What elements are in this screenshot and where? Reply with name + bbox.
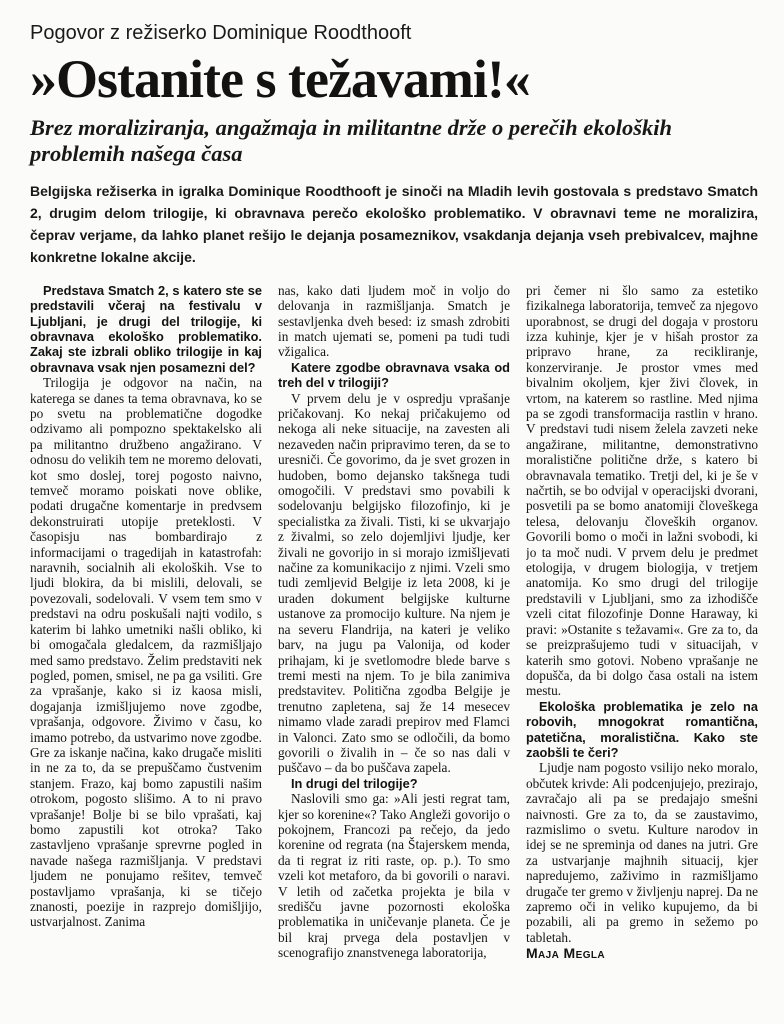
author-byline: Maja Megla — [526, 945, 605, 962]
article-paragraph: Trilogija je odgovor na način, na katerega se danes ta tema obravnava, ko se po svetu na problematične dogodke odzivamo ali pompozno spektakelsko ali pa militantno družbeno angažirano. V odnosu do velikih tem ne moremo delovati, kot smo doslej, torej pogosto naivno, temveč moramo poiskati nove oblike, podati drugačne komentarje in predvsem dekonstruirati utopije preteklosti. V časopisju nas bombardirajo z informacijami o tragedijah in katastrofah: naravnih, socialnih ali ekoloških. Vse to ljudi blokira, da bi mislili, delovali, se povezovali, sodelovali. V vsem tem smo v predstavi na odru poskušali najti vodilo, s katerim bi lahko umetniki našli obliko, ki bi omogačala gledalcem, da razmišljajo med samo predstavo. Želim predstaviti nek pogled, pomen, smisel, ne pa ga vsiliti. Gre za vprašanje, kako si iz kaosa misli, dogajanja izmišljujemo nove zgodbe, vprašanja, odgovore. Živimo v času, ko imamo potrebo, da ustvarimo nove zgodbe. Gre za iskanje načina, kako drugače misliti in ne za to, da se prepuščamo čustvenim stanjem. Frazo, kaj bomo zapustili našim otrokom, pogosto slišimo. A to ni pravo vprašanje! Bolje bi se bilo vprašati, kaj bomo zapustili kot otroka? Tako zastavljeno vprašanje sprevrne pogled in navade našega razmišljanja. V predstavi ljudem ne ponujamo rešitev, temveč postavljamo vprašanja, ki se tičejo znanosti, poezije in razprejo domišljijo, ustvarjalnost. Zanima — [30, 375, 262, 930]
article-kicker: Pogovor z režiserko Dominique Roodthooft — [30, 22, 412, 44]
article-paragraph: nas, kako dati ljudem moč in voljo do delovanja in razmišljanja. Smatch je sestavljenka dveh besed: iz smash zdrobiti in match ujemati se, pomeni pa tudi tudi vžigalica. — [278, 282, 510, 360]
article-column-1 — [30, 283, 262, 1024]
interview-question: Predstava Smatch 2, s katero ste se predstavili včeraj na festivalu v Ljubljani, je drugi del trilogije, ki obravnava ekološko problematiko. Zakaj ste izbrali obliko trilogije in kaj obravnava vsak njen posamezni del? — [30, 282, 262, 375]
article-paragraph: pri čemer ni šlo samo za estetiko fizikalnega laboratorija, temveč za njegovo uporabnost, se drugi del dogaja v prostoru izza kuhinje, kjer je v hišah prostor za pripravo hrane, za recikliranje, konzerviranje. Je prostor vmes med bivalnim okoljem, kjer živi človek, in vrtom, na katerem so rastline. Med njima pa se zgodi transformacija rastlin v hrano. V predstavi tudi nisem želela zavzeti neke angažirane, militantne, demonstrativno moralistične politične drže, s katero bi obravnavala tematiko. Tretji del, ki je še v načrtih, se bo odvijal v operacijski dvorani, posvetili pa se bomo anatomiji človeškega telesa, delovanju človeških organov. Govorili bomo o moči in lažni svobodi, ki jo ta moč nudi. V prvem delu je predmet etologija, v drugem biologija, v tretjem anatomija. Ko smo drugi del trilogije predstavili v Ljubljani, smo za izhodišče vzeli citat filozofinje Donne Haraway, ki pravi: »Ostanite s težavami«. Gre za to, da se preizprašujemo tudi v situacijah, v katerih smo gotovi. Nobeno vprašanje ne dopušča, da bi dolgo časa ostali na istem mestu. — [526, 282, 758, 699]
article-column-3 — [526, 283, 758, 1024]
article-paragraph: V prvem delu je v ospredju vprašanje pričakovanj. Ko nekaj pričakujemo od nekoga ali neke situacije, na zavesten ali nezaveden način pripravimo teren, da se to uresniči. Če govorimo, da je svet grozen in hudoben, bomo dejansko takšnega tudi omogočili. V predstavi smo povabili k sodelovanju belgijsko filozofinjo, ki je specialistka za živali. Tisti, ki se ukvarjajo z živalmi, so zelo dojemljivi ljudje, ker živali ne govorijo in si morajo izmišljevati načine za komunikacijo z njimi. Vzeli smo tudi zemljevid Belgije iz leta 2008, ki je uraden dokument belgijske kulturne ustanove za promocijo kulture. Na njem je na severu Flandrija, na kateri je veliko barv, na jugu pa Valonija, od koder prihajam, ki je svetlomodre blede barve s tremi mesti na njem. To je bila zanimiva predstavitev. Politična zgodba Belgije je trenutno zapletena, saj že 14 mesecev nimamo vlade zaradi prepirov med Flamci in Valonci. Zato smo se odločili, da bomo govorili o živalih in – če so nas dali v puščavo – da bo puščava zapela. — [278, 390, 510, 776]
article-paragraph: Naslovili smo ga: »Ali jesti regrat tam, kjer so korenine«? Tako Angleži govorijo o pokojnem, Francozi pa rečejo, da jedo korenine od regrata (na Štajerskem menda, da ti regrat iz riti raste, op. p.). To smo vzeli kot metaforo, da bi govorili o naravi. V letih od začetka projekta je bila v središču javne pozornosti ekološka problematika in uničevanje planeta. Če je bil kraj prvega dela postavljen v scenografijo znanstvenega laboratorija, — [278, 791, 510, 961]
article-columns — [30, 283, 758, 1024]
interview-question: In drugi del trilogije? — [291, 775, 418, 791]
article-paragraph: Ljudje nam pogosto vsilijo neko moralo, občutek krivde: Ali podcenjujejo, prezirajo, zavračajo ali pa se predajajo smešni naivnosti. Gre za to, da se zaustavimo, razmislimo o svetu. Kulture narodov in idej se ne spreminja od danes na jutri. Gre za ustvarjanje majhnih situacij, kjer napredujemo, zaživimo in razmišljamo drugače ter gremo v življenju naprej. Da ne zapremo oči in veliko kupujemo, da bi pozabili, ali pa gremo in sežemo po tabletah. — [526, 760, 758, 945]
article-lead-paragraph: Belgijska režiserka in igralka Dominique Roodthooft je sinoči na Mladih levih gostovala s predstavo Smatch 2, drugim delom trilogije, ki obravnava perečo ekološko problematiko. V obravnavi teme ne moralizira, čeprav verjame, da lahko planet rešijo le dejanja posameznikov, vsakdanja dejanja vseh prebivalcev, majhne konkretne lokalne akcije. — [30, 182, 758, 265]
interview-question: Katere zgodbe obravnava vsaka od treh del v trilogiji? — [278, 359, 510, 391]
article-subtitle: Brez moraliziranja, angažmaja in militantne drže o perečih ekoloških problemih našega časa — [30, 115, 672, 166]
interview-question: Ekološka problematika je zelo na robovih, mnogokrat romantična, patetična, moralistična. Kako ste zaobšli te čeri? — [526, 698, 758, 760]
article-column-2 — [278, 283, 510, 1024]
article-title: »Ostanite s težavami!« — [30, 49, 530, 109]
